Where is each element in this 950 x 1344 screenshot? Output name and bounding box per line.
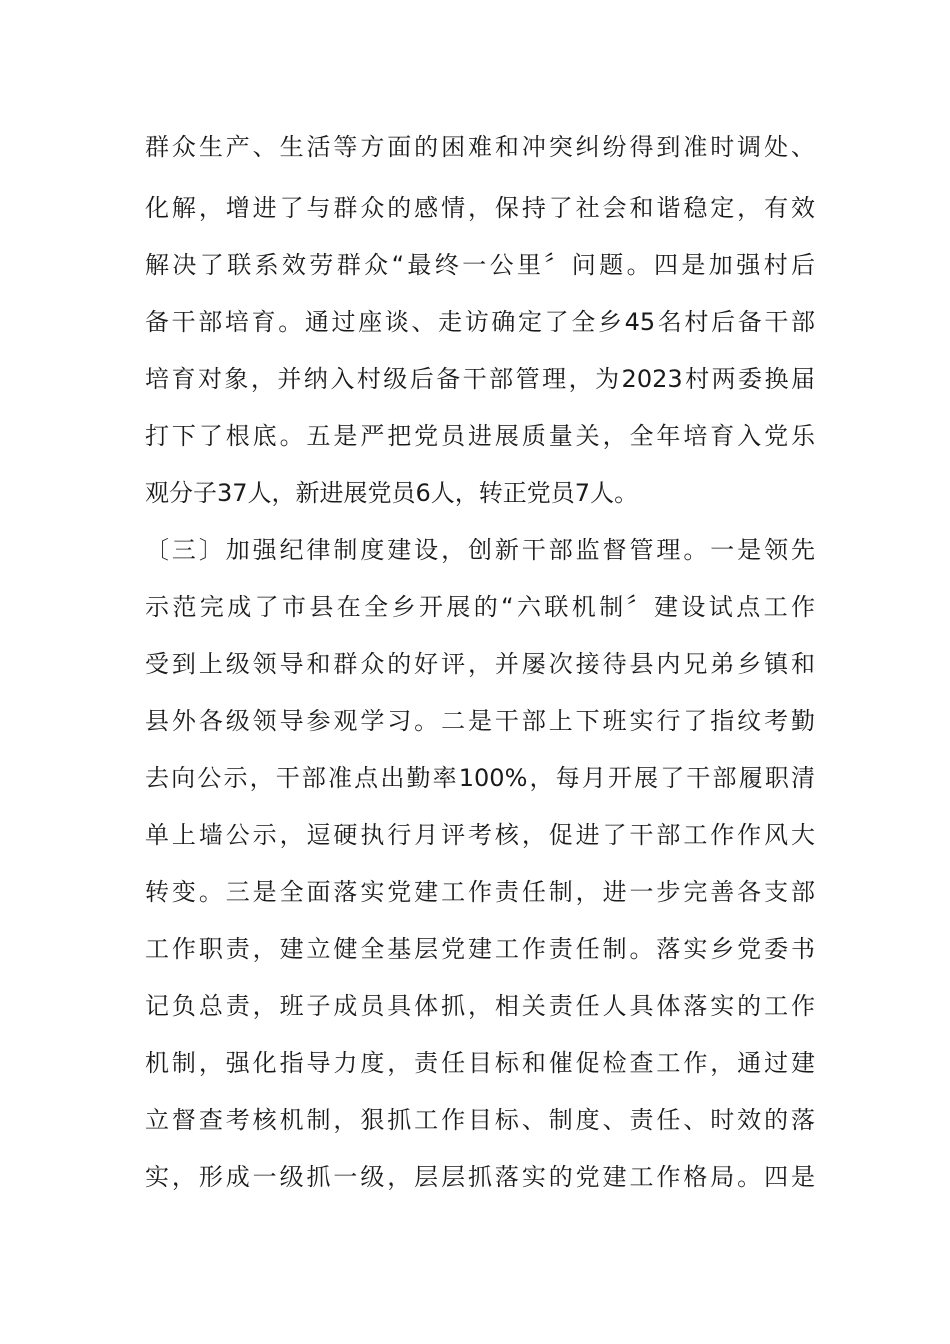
text-line: 机制，强化指导力度，责任目标和催促检查工作，通过建 [145,1049,815,1077]
text-line: 示范完成了市县在全乡开展的“六联机制〞建设试点工作 [145,593,815,621]
text-line: 单上墙公示，逗硬执行月评考核，促进了干部工作作风大 [145,821,815,849]
text-line: 化解，增进了与群众的感情，保持了社会和谐稳定，有效 [145,194,815,222]
text-line: 记负总责，班子成员具体抓，相关责任人具体落实的工作 [145,992,815,1020]
text-line: 备干部培育。通过座谈、走访确定了全乡45名村后备干部 [145,308,815,336]
text-line: 培育对象，并纳入村级后备干部管理，为2023村两委换届 [145,365,815,393]
text-line: 打下了根底。五是严把党员进展质量关，全年培育入党乐 [145,422,815,450]
text-line: 实，形成一级抓一级，层层抓落实的党建工作格局。四是 [145,1163,815,1191]
text-line: 立督查考核机制，狠抓工作目标、制度、责任、时效的落 [145,1106,815,1134]
text-line: 观分子37人，新进展党员6人，转正党员7人。 [145,479,639,507]
text-line: 解决了联系效劳群众“最终一公里〞问题。四是加强村后 [145,251,815,279]
text-line: 〔三〕加强纪律制度建设，创新干部监督管理。一是领先 [145,536,815,564]
text-line: 工作职责，建立健全基层党建工作责任制。落实乡党委书 [145,935,815,963]
text-line: 群众生产、生活等方面的困难和冲突纠纷得到准时调处、 [145,133,815,161]
text-line: 转变。三是全面落实党建工作责任制，进一步完善各支部 [145,878,815,906]
text-line: 受到上级领导和群众的好评，并屡次接待县内兄弟乡镇和 [145,650,815,678]
text-line: 去向公示，干部准点出勤率100%，每月开展了干部履职清 [145,764,815,792]
text-line: 县外各级领导参观学习。二是干部上下班实行了指纹考勤 [145,707,815,735]
